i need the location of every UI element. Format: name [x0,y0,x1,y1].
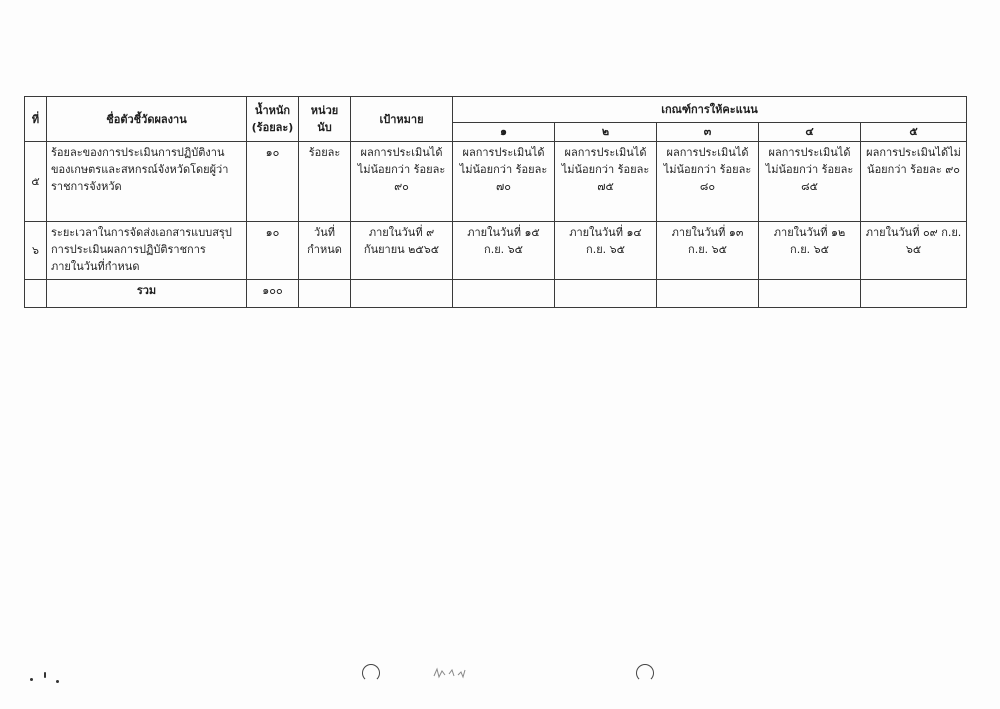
header-level-2: ๒ [555,123,657,142]
header-unit [299,97,351,142]
header-weight [247,97,299,142]
header-level-5: ๕ [861,123,967,142]
total-weight: ๑๐๐ [247,280,299,308]
scan-speck [44,672,46,678]
header-weight-line1: น้ำหนัก [254,104,291,117]
header-level-1: ๑ [453,123,555,142]
header-criteria: เกณฑ์การให้คะแนน [453,97,967,123]
total-empty-cell [759,280,861,308]
row-level-3: ภายในวันที่ ๑๓ ก.ย. ๖๕ [657,222,759,280]
row-level-5: ผลการประเมินได้ไม่น้อยกว่า ร้อยละ ๙๐ [861,142,967,222]
total-empty-cell [351,280,453,308]
row-level-3: ผลการประเมินได้ไม่น้อยกว่า ร้อยละ ๘๐ [657,142,759,222]
header-unit-line1: หน่วย [310,104,339,117]
row-level-4: ภายในวันที่ ๑๒ ก.ย. ๖๕ [759,222,861,280]
kpi-table [24,96,967,308]
total-label: รวม [47,280,247,308]
total-row [25,280,967,308]
row-number: ๕ [25,142,47,222]
row-target: ผลการประเมินได้ไม่น้อยกว่า ร้อยละ ๙๐ [351,142,453,222]
row-weight: ๑๐ [247,142,299,222]
header-level-3: ๓ [657,123,759,142]
row-level-1: ผลการประเมินได้ไม่น้อยกว่า ร้อยละ ๗๐ [453,142,555,222]
row-level-2: ภายในวันที่ ๑๔ ก.ย. ๖๕ [555,222,657,280]
header-row [25,97,967,123]
row-target: ภายในวันที่ ๙ กันยายน ๒๕๖๕ [351,222,453,280]
row-unit: ร้อยละ [299,142,351,222]
row-level-4: ผลการประเมินได้ไม่น้อยกว่า ร้อยละ ๘๕ [759,142,861,222]
row-indicator: ระยะเวลาในการจัดส่งเอกสารแบบสรุปการประเมินผลการปฏิบัติราชการ ภายในวันที่กำหนด [47,222,247,280]
initial-mark-left [362,664,380,682]
row-unit: วันที่กำหนด [299,222,351,280]
scan-speck [56,680,59,683]
row-level-2: ผลการประเมินได้ไม่น้อยกว่า ร้อยละ ๗๕ [555,142,657,222]
header-unit-line2: นับ [317,121,332,134]
table-row [25,142,967,222]
scan-speck [30,678,33,681]
total-empty-cell [861,280,967,308]
total-empty-cell [299,280,351,308]
header-no: ที่ [25,97,47,142]
header-level-4: ๔ [759,123,861,142]
header-indicator: ชื่อตัวชี้วัดผลงาน [47,97,247,142]
handwritten-signature-icon [432,666,468,680]
row-level-1: ภายในวันที่ ๑๕ ก.ย. ๖๕ [453,222,555,280]
row-weight: ๑๐ [247,222,299,280]
total-empty-cell [25,280,47,308]
total-empty-cell [555,280,657,308]
total-empty-cell [453,280,555,308]
page-footer-marks [0,660,1000,700]
header-weight-line2: (ร้อยละ) [251,121,294,134]
row-level-5: ภายในวันที่ ๐๙ ก.ย. ๖๕ [861,222,967,280]
row-indicator: ร้อยละของการประเมินการปฏิบัติงานของเกษตรและสหกรณ์จังหวัดโดยผู้ว่าราชการจังหวัด [47,142,247,222]
row-number: ๖ [25,222,47,280]
header-target: เป้าหมาย [351,97,453,142]
initial-mark-right [636,664,654,682]
total-empty-cell [657,280,759,308]
table-row [25,222,967,280]
